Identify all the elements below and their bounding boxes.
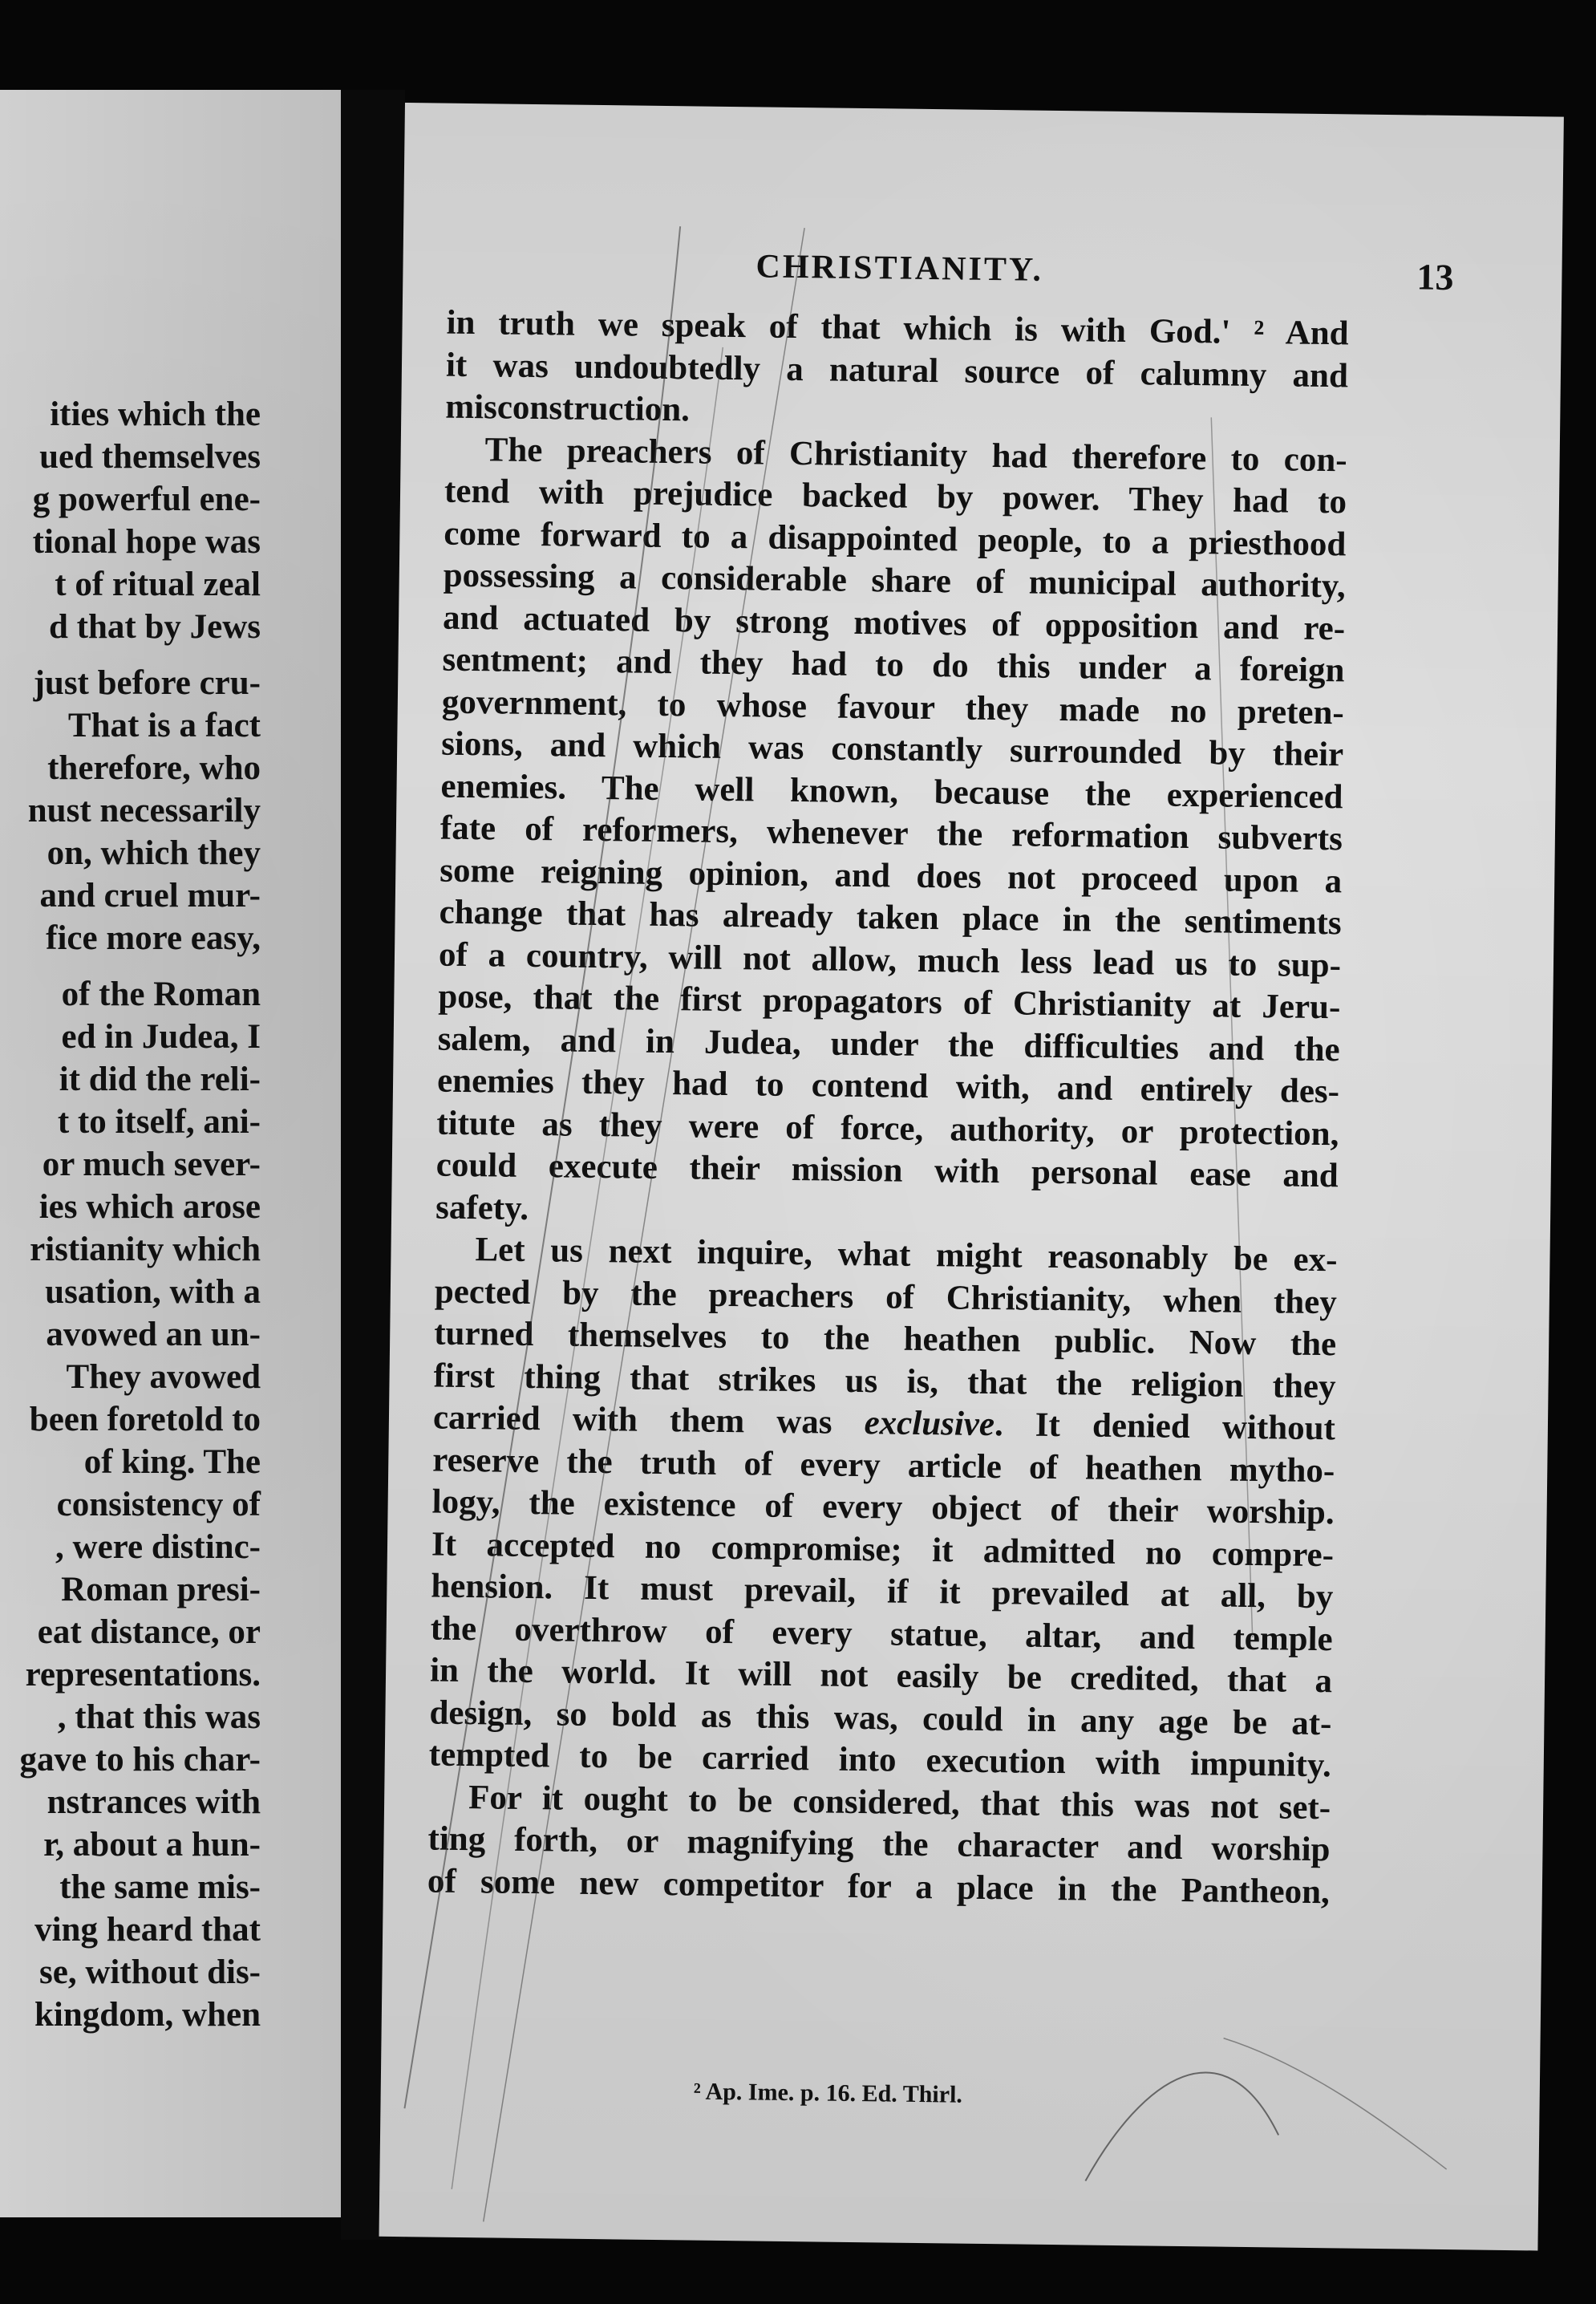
text-line: been foretold to: [29, 1401, 261, 1438]
body-text: [427, 302, 1349, 1914]
text-line: sentment; and they had to do this under a foreign: [442, 640, 1345, 690]
text-line: ued themselves: [39, 438, 261, 476]
text-line: titute as they were of force, authority, or protection,: [436, 1104, 1339, 1153]
text-line: usation, with a: [45, 1273, 261, 1311]
text-line: of the Roman: [61, 976, 261, 1013]
text-line: For it ought to be considered, that this was not set-: [468, 1778, 1331, 1827]
text-line: safety.: [435, 1188, 529, 1227]
text-line: in truth we speak of that which is with God.' ² And: [446, 303, 1349, 353]
text-line: come forward to a disappointed people, to a priesthood: [444, 514, 1347, 563]
running-title: CHRISTIANITY.: [755, 248, 1044, 289]
text-line: of a country, will not allow, much less lead us to sup-: [438, 935, 1342, 984]
text-line: some reigning opinion, and does not proceed upon a: [440, 851, 1343, 900]
text-line: fice more easy,: [46, 919, 261, 957]
text-line: or much sever-: [42, 1146, 261, 1183]
text-line: consistency of: [56, 1486, 261, 1523]
text-line: nust necessarily: [27, 792, 261, 830]
text-line: ed in Judea, I: [61, 1018, 261, 1056]
text-line: representations.: [25, 1656, 261, 1694]
text-line: tend with prejudice backed by power. They had to: [444, 472, 1347, 521]
running-head: [755, 247, 1478, 304]
text-line: tional hope was: [32, 523, 261, 561]
text-line: sions, and which was constantly surrounded by their: [440, 724, 1344, 774]
text-line: ities which the: [50, 395, 261, 433]
text-line: t of ritual zeal: [55, 566, 261, 603]
text-line: d that by Jews: [48, 608, 261, 646]
text-line: enemies. The well known, because the experienced: [440, 767, 1343, 816]
text-line: and actuated by strong motives of opposition and re-: [442, 598, 1346, 647]
text-line: ving heard that: [34, 1911, 261, 1949]
text-line: gave to his char-: [19, 1741, 261, 1779]
text-line: carried with them was exclusive. It denied without: [432, 1398, 1336, 1448]
text-line: ies which arose: [38, 1188, 261, 1226]
text-line: design, so bold as this was, could in any age be at-: [429, 1694, 1332, 1742]
text-line: of king. The: [83, 1443, 261, 1481]
text-line: the overthrow of every statue, altar, and temple: [430, 1609, 1333, 1658]
text-line: misconstruction.: [445, 387, 691, 429]
text-line: nstrances with: [47, 1783, 261, 1821]
page-number: 13: [1416, 256, 1454, 298]
text-line: Let us next inquire, what might reasonably be ex-: [475, 1231, 1338, 1280]
text-line: first thing that strikes us is, that the religion they: [433, 1357, 1336, 1406]
text-line: reserve the truth of every article of heathen mytho-: [432, 1441, 1335, 1490]
text-line: possessing a considerable share of municipal authority,: [443, 556, 1347, 606]
text-line: kingdom, when: [34, 1996, 261, 2034]
text-line: pected by the preachers of Christianity, when they: [434, 1272, 1338, 1321]
text-line: the same mis-: [59, 1868, 261, 1906]
text-line: r, about a hun-: [43, 1826, 261, 1864]
text-line: hension. It must prevail, if it prevailed at all, by: [431, 1567, 1334, 1616]
left-page-text: [19, 393, 261, 2036]
text-line: change that has already taken place in the sentiments: [439, 893, 1342, 943]
text-line: eat distance, or: [37, 1613, 261, 1651]
text-line: could execute their mission with personal ease and: [435, 1146, 1339, 1195]
text-line: logy, the existence of every object of their worship.: [431, 1483, 1335, 1532]
text-line: It accepted no compromise; it admitted no compre-: [431, 1525, 1335, 1574]
text-line: enemies they had to contend with, and entirely des-: [436, 1061, 1340, 1111]
text-line: it did the reli-: [59, 1061, 261, 1098]
text-line: Roman presi-: [61, 1571, 261, 1608]
text-line: g powerful ene-: [32, 481, 261, 518]
text-line: ting forth, or magnifying the character and worship: [427, 1819, 1331, 1869]
text-line: se, without dis-: [39, 1953, 261, 1991]
text-line: just before cru-: [33, 664, 261, 702]
text-line: That is a fact: [67, 707, 261, 744]
text-line: ristianity which: [30, 1231, 261, 1268]
text-line: it was undoubtedly a natural source of calumny and: [445, 346, 1349, 395]
text-line: in the world. It will not easily be credited, that a: [429, 1651, 1333, 1701]
text-line: pose, that the first propagators of Christianity at Jeru-: [438, 977, 1341, 1027]
text-line: turned themselves to the heathen public. Now the: [433, 1314, 1337, 1364]
text-line: , were distinc-: [55, 1528, 261, 1566]
text-line: of some new competitor for a place in the Pantheon,: [427, 1862, 1331, 1911]
text-line: fate of reformers, whenever the reformation subverts: [440, 809, 1343, 858]
text-line: therefore, who: [47, 749, 261, 787]
text-line: The preachers of Christianity had therefore to con-: [484, 430, 1347, 479]
left-page: [0, 90, 341, 2217]
footnote: ² Ap. Ime. p. 16. Ed. Thirl.: [693, 2078, 963, 2108]
text-line: salem, and in Judea, under the difficulties and the: [437, 1020, 1340, 1069]
text-line: and cruel mur-: [39, 877, 261, 915]
text-line: tempted to be carried into execution with impunity.: [428, 1735, 1332, 1785]
text-line: government, to whose favour they made no preten-: [441, 683, 1345, 732]
text-line: avowed an un-: [46, 1316, 261, 1353]
text-line: They avowed: [66, 1358, 261, 1396]
right-page: [379, 103, 1564, 2250]
text-line: on, which they: [47, 834, 261, 872]
text-line: , that this was: [57, 1698, 261, 1736]
text-line: t to itself, ani-: [57, 1103, 261, 1141]
